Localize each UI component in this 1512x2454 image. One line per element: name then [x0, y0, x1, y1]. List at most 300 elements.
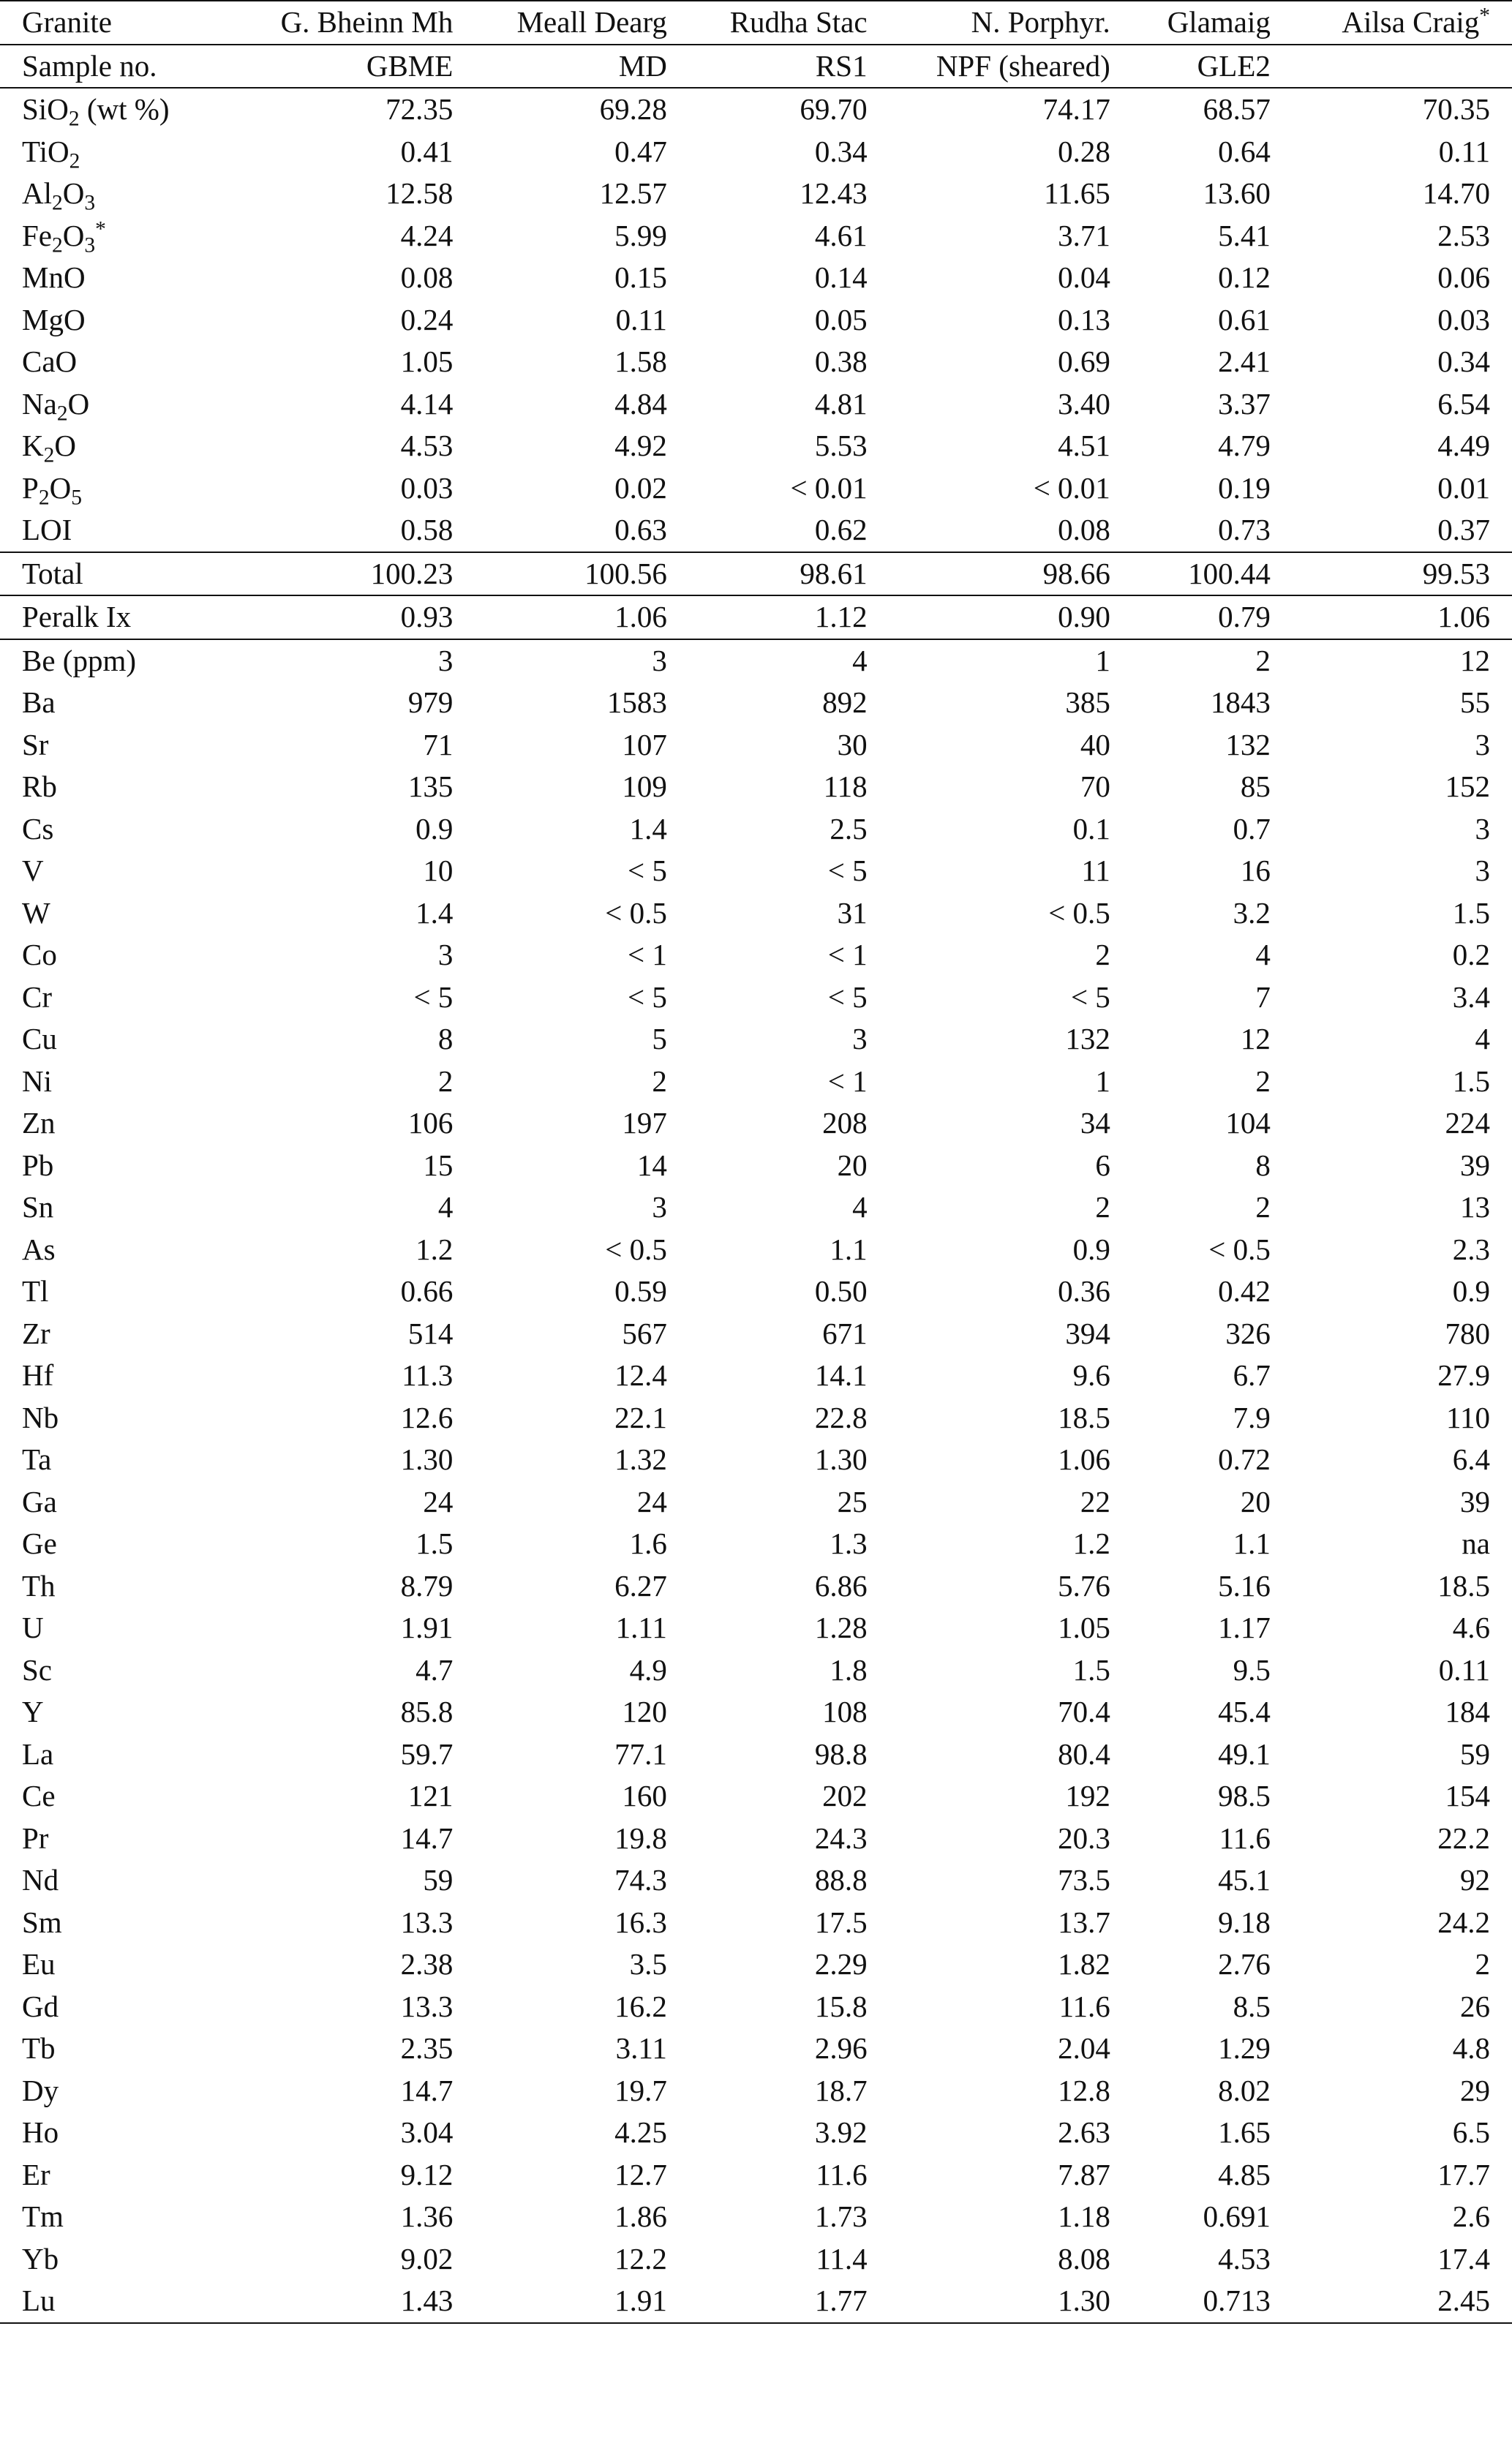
cell-value: 22.1 — [614, 1400, 667, 1434]
cell-value: 0.36 — [1058, 1274, 1110, 1309]
cell-value: 1.6 — [629, 1527, 667, 1561]
cell-value: 29 — [1460, 2073, 1490, 2107]
cell-value: 1.2 — [1072, 1527, 1110, 1561]
cell-value: 152 — [1445, 769, 1490, 804]
cell-value: 0.34 — [814, 134, 868, 168]
table-row — [0, 724, 1512, 767]
row-label: Yb — [22, 2241, 59, 2276]
table-row — [0, 1818, 1512, 1860]
cell-value: 12.2 — [614, 2241, 667, 2276]
cell-value: 11.6 — [1219, 1821, 1271, 1855]
cell-value: 25 — [837, 1484, 868, 1518]
table-row — [0, 173, 1512, 215]
row-label: SiO$_2$ (wt %) — [0, 88, 217, 131]
row-label: U — [22, 1611, 44, 1645]
table-row — [0, 341, 1512, 383]
cell-value: 18.7 — [814, 2073, 868, 2107]
cell-value: 1.43 — [217, 2280, 454, 2323]
cell-value: 892 — [822, 685, 868, 720]
row-label: As — [22, 1232, 56, 1266]
cell-value: 132 — [1065, 1022, 1110, 1056]
cell-value: 4.8 — [1452, 2031, 1490, 2066]
cell-value: 22 — [1080, 1484, 1110, 1518]
cell-value: 11.6 — [1058, 1989, 1110, 2023]
cell-value: 88.8 — [814, 1863, 868, 1897]
cell-value: 59 — [1460, 1736, 1490, 1771]
cell-value: 4.24 — [400, 218, 454, 252]
table-row — [0, 850, 1512, 892]
row-label: Gd — [22, 1989, 59, 2023]
table-row — [0, 88, 1512, 131]
cell-value: 0.03 — [1437, 302, 1490, 336]
cell-value: 11.6 — [816, 2157, 868, 2191]
cell-value: 19.8 — [614, 1821, 667, 1855]
table-row — [0, 383, 1512, 426]
cell-value: 0.90 — [868, 595, 1110, 639]
row-label: Tl — [22, 1274, 49, 1309]
footnote-mark: * — [1479, 4, 1490, 28]
row-label: V — [22, 854, 44, 888]
cell-value: 4.84 — [614, 386, 667, 421]
cell-value: 22.8 — [814, 1400, 868, 1434]
row-label: Eu — [22, 1947, 56, 1981]
cell-value: 7.87 — [1058, 2157, 1110, 2191]
cell-value: 59.7 — [400, 1736, 454, 1771]
header-row — [0, 1, 1512, 45]
cell-value: 1.11 — [615, 1611, 667, 1645]
cell-value: 98.8 — [814, 1736, 868, 1771]
cell-value: 0.713 — [1110, 2280, 1271, 2323]
cell-value: 0.62 — [814, 513, 868, 547]
cell-value: 14 — [636, 1148, 667, 1182]
cell-value: 0.69 — [1058, 345, 1110, 379]
cell-value: 0.64 — [1218, 134, 1271, 168]
row-label: Sm — [22, 1905, 62, 1939]
cell-value: 6.4 — [1452, 1442, 1490, 1477]
table-row — [0, 1481, 1512, 1524]
cell-value: 2.3 — [1452, 1232, 1490, 1266]
cell-value: 12 — [1240, 1022, 1271, 1056]
cell-value: 3.5 — [629, 1947, 667, 1981]
cell-value: 12.6 — [400, 1400, 454, 1434]
cell-value: 80.4 — [1058, 1736, 1110, 1771]
cell-value: 202 — [822, 1779, 868, 1813]
cell-value: 106 — [407, 1106, 454, 1140]
table-row — [0, 1229, 1512, 1271]
header-col: Rudha Stac — [667, 1, 868, 45]
cell-value: 160 — [622, 1779, 667, 1813]
cell-value: 1.65 — [1218, 2115, 1271, 2150]
row-label: Nb — [22, 1400, 59, 1434]
cell-value: 108 — [822, 1695, 868, 1729]
cell-value: 0.1 — [1072, 811, 1110, 846]
table-row — [0, 131, 1512, 173]
cell-value: 1 — [1095, 1064, 1110, 1098]
cell-value: 13 — [1460, 1190, 1490, 1224]
row-label: La — [22, 1736, 54, 1771]
cell-value: 1.1 — [830, 1232, 868, 1266]
cell-value: 208 — [822, 1106, 868, 1140]
cell-value: 1.5 — [1452, 895, 1490, 930]
cell-value: 0.06 — [1437, 260, 1490, 295]
cell-value: 1.36 — [400, 2199, 454, 2234]
cell-value: 72.35 — [217, 88, 454, 131]
cell-value: 14.70 — [1422, 176, 1490, 211]
cell-value: 12.4 — [614, 1358, 667, 1393]
cell-value: 1.58 — [614, 345, 667, 379]
cell-value: 1.30 — [814, 1442, 868, 1477]
cell-value: < 5 — [827, 979, 868, 1014]
table-row — [0, 2196, 1512, 2238]
table-row — [0, 425, 1512, 467]
cell-value: 121 — [407, 1779, 454, 1813]
row-label: Ge — [22, 1527, 57, 1561]
table-row — [0, 1523, 1512, 1565]
table-row — [0, 976, 1512, 1019]
cell-value: 10 — [423, 854, 454, 888]
cell-value: 73.5 — [1058, 1863, 1110, 1897]
cell-value: < 0.01 — [790, 470, 868, 505]
cell-value: < 0.5 — [1208, 1232, 1271, 1266]
table-row — [0, 1943, 1512, 1986]
header-col-ailsa — [1271, 1, 1512, 45]
row-label: MgO — [22, 302, 86, 336]
cell-value: 26 — [1460, 1989, 1490, 2023]
cell-value: 4.7 — [415, 1652, 454, 1687]
row-label: Cu — [22, 1022, 57, 1056]
cell-value: 1.06 — [453, 595, 667, 639]
cell-value: 2.29 — [814, 1947, 868, 1981]
cell-value: 4.14 — [400, 386, 454, 421]
cell-value: 15.8 — [814, 1989, 868, 2023]
cell-value: 13.3 — [400, 1989, 454, 2023]
cell-value: 30 — [837, 727, 868, 761]
table-row — [0, 467, 1512, 510]
cell-value: 2 — [1095, 1190, 1110, 1224]
row-label: Cr — [22, 979, 52, 1014]
cell-value: 2.35 — [400, 2031, 454, 2066]
cell-value: 14.1 — [814, 1358, 868, 1393]
table-row — [0, 2112, 1512, 2154]
table-row — [0, 1691, 1512, 1734]
cell-value: 27.9 — [1437, 1358, 1490, 1393]
cell-value: < 5 — [1070, 979, 1110, 1014]
cell-value: 4.79 — [1218, 429, 1271, 463]
cell-value: 22.2 — [1437, 1821, 1490, 1855]
cell-value: 385 — [1065, 685, 1110, 720]
cell-value: 0.34 — [1437, 345, 1490, 379]
cell-value: 0.9 — [1452, 1274, 1490, 1309]
row-label: Zr — [22, 1316, 50, 1350]
table-row — [0, 299, 1512, 342]
table-row — [0, 1565, 1512, 1608]
cell-value: 4.61 — [814, 218, 868, 252]
cell-value: 9.5 — [1233, 1652, 1271, 1687]
cell-value: 69.70 — [667, 88, 868, 131]
table-row — [0, 2070, 1512, 2112]
cell-value: 4 — [1255, 938, 1271, 972]
table-row — [0, 2238, 1512, 2281]
row-label: Ba — [22, 685, 56, 720]
cell-value: 0.04 — [1058, 260, 1110, 295]
row-label: Cs — [22, 811, 54, 846]
cell-value: 20.3 — [1058, 1821, 1110, 1855]
table-row — [0, 509, 1512, 552]
table-row — [0, 595, 1512, 639]
row-label: TiO$_2$ — [22, 134, 80, 173]
cell-value: 24.3 — [814, 1821, 868, 1855]
cell-value: 1.73 — [814, 2199, 868, 2234]
cell-value: 2 — [1475, 1947, 1490, 1981]
cell-value: 77.1 — [614, 1736, 667, 1771]
cell-value: 0.13 — [1058, 302, 1110, 336]
cell-value: 3.04 — [400, 2115, 454, 2150]
cell-value: 39 — [1460, 1484, 1490, 1518]
table-row — [0, 2154, 1512, 2197]
cell-value: 4.85 — [1218, 2157, 1271, 2191]
cell-value: 107 — [622, 727, 667, 761]
table-row — [0, 1355, 1512, 1397]
cell-value: 3 — [437, 938, 454, 972]
table-row — [0, 934, 1512, 976]
cell-value: 92 — [1460, 1863, 1490, 1897]
cell-value: 45.1 — [1218, 1863, 1271, 1897]
cell-value: 71 — [423, 727, 454, 761]
header-col: Glamaig — [1110, 1, 1271, 45]
row-label: Nd — [22, 1863, 59, 1897]
cell-value: 1.86 — [614, 2199, 667, 2234]
cell-value: 3.37 — [1218, 386, 1271, 421]
row-label: LOI — [22, 513, 72, 547]
table-body — [0, 45, 1512, 2323]
row-label: Y — [22, 1695, 44, 1729]
cell-value: 6.27 — [614, 1568, 667, 1603]
cell-value: 4.53 — [400, 429, 454, 463]
cell-value: 0.691 — [1203, 2199, 1271, 2234]
cell-value: 1.17 — [1218, 1611, 1271, 1645]
cell-value: 13.7 — [1058, 1905, 1110, 1939]
cell-value: 2 — [1095, 938, 1110, 972]
header-col: N. Porphyr. — [868, 1, 1110, 45]
cell-value: 18.5 — [1058, 1400, 1110, 1434]
cell-value: < 1 — [827, 938, 868, 972]
cell-value: 5.41 — [1218, 218, 1271, 252]
header-col: Meall Dearg — [453, 1, 667, 45]
cell-value: 2.45 — [1271, 2280, 1512, 2323]
row-label: Sn — [22, 1190, 54, 1224]
cell-value: 85 — [1240, 769, 1271, 804]
row-label: Sr — [22, 727, 49, 761]
cell-value: 98.5 — [1218, 1779, 1271, 1813]
cell-value: 1.06 — [1058, 1442, 1110, 1477]
cell-value: 11.3 — [402, 1358, 454, 1393]
cell-value: 5.99 — [614, 218, 667, 252]
cell-value: 1583 — [606, 685, 667, 720]
cell-value: 5.53 — [814, 429, 868, 463]
cell-value: < 0.5 — [605, 895, 667, 930]
cell-value: 671 — [822, 1316, 868, 1350]
cell-value: 99.53 — [1271, 552, 1512, 596]
row-label: Ho — [22, 2115, 59, 2150]
cell-value: 74.17 — [868, 88, 1110, 131]
cell-value: 0.47 — [614, 134, 667, 168]
cell-value: 2.6 — [1452, 2199, 1490, 2234]
cell-value: 16 — [1240, 854, 1271, 888]
cell-value: 68.57 — [1110, 88, 1271, 131]
row-label: Total — [0, 552, 217, 596]
cell-value: 4 — [1475, 1022, 1490, 1056]
cell-value: 5 — [652, 1022, 667, 1056]
cell-value: 780 — [1445, 1316, 1490, 1350]
table-row — [0, 1734, 1512, 1776]
table-row — [0, 257, 1512, 299]
row-label: Sample no. — [0, 45, 217, 89]
cell-value: 3 — [1475, 727, 1490, 761]
cell-value: 1.05 — [400, 345, 454, 379]
cell-value: 1.91 — [400, 1611, 454, 1645]
cell-value: 3 — [1475, 854, 1490, 888]
cell-value: 0.11 — [1438, 134, 1490, 168]
cell-value: 17.7 — [1437, 2157, 1490, 2191]
cell-value: 100.56 — [453, 552, 667, 596]
cell-value: 8.5 — [1233, 1989, 1271, 2023]
cell-value: 24 — [423, 1484, 454, 1518]
cell-value: 40 — [1080, 727, 1110, 761]
table-row — [0, 2028, 1512, 2070]
cell-value: 0.19 — [1218, 470, 1271, 505]
cell-value: 4.51 — [1058, 429, 1110, 463]
cell-value: 14.7 — [400, 2073, 454, 2107]
cell-value: < 5 — [413, 979, 454, 1014]
cell-value: 12.58 — [385, 176, 454, 211]
cell-value: 49.1 — [1218, 1736, 1271, 1771]
row-label: Hf — [22, 1358, 54, 1393]
row-label: W — [22, 895, 50, 930]
cell-value: 4 — [437, 1190, 454, 1224]
cell-value: 7 — [1255, 979, 1271, 1014]
cell-value: 3.11 — [615, 2031, 667, 2066]
row-label: Co — [22, 938, 57, 972]
table-row — [0, 1775, 1512, 1818]
cell-value: 394 — [1065, 1316, 1110, 1350]
row-label: $Al_2O_3$ — [22, 176, 96, 215]
table-row — [0, 1018, 1512, 1061]
cell-value: 8.08 — [1058, 2241, 1110, 2276]
cell-value: 104 — [1225, 1106, 1271, 1140]
cell-value: 4.6 — [1452, 1611, 1490, 1645]
cell-value: 24 — [636, 1484, 667, 1518]
header-col: G. Bheinn Mh — [217, 1, 454, 45]
row-label: $K_2O$ — [22, 429, 76, 467]
row-label: Ta — [22, 1442, 52, 1477]
table-row — [0, 1859, 1512, 1902]
cell-value: 70.4 — [1058, 1695, 1110, 1729]
cell-value: 15 — [423, 1148, 454, 1182]
cell-value: 0.15 — [614, 260, 667, 295]
cell-value: 135 — [407, 769, 454, 804]
cell-value: 1.12 — [667, 595, 868, 639]
cell-value: < 5 — [827, 854, 868, 888]
cell-value: 1.8 — [830, 1652, 868, 1687]
cell-value: 1.30 — [868, 2280, 1110, 2323]
cell-value: 0.63 — [614, 513, 667, 547]
table-row — [0, 1102, 1512, 1145]
row-label: Er — [22, 2157, 50, 2191]
cell-value: 14.7 — [400, 1821, 454, 1855]
table-row — [0, 215, 1512, 257]
cell-value: na — [1462, 1527, 1490, 1561]
table-row — [0, 1061, 1512, 1103]
cell-value: 0.41 — [400, 134, 454, 168]
cell-value: < 5 — [628, 979, 667, 1014]
row-label: Tb — [22, 2031, 56, 2066]
cell-value: 1.5 — [1452, 1064, 1490, 1098]
cell-value: 3.92 — [814, 2115, 868, 2150]
row-label: Pb — [22, 1148, 54, 1182]
cell-value: 192 — [1065, 1779, 1110, 1813]
table-row — [0, 45, 1512, 89]
table-row — [0, 1439, 1512, 1481]
cell-value: 118 — [823, 769, 868, 804]
cell-value: 12 — [1271, 639, 1512, 682]
table-row — [0, 552, 1512, 596]
cell-value: 12.57 — [599, 176, 667, 211]
cell-value — [1271, 45, 1512, 89]
cell-value: < 0.5 — [605, 1232, 667, 1266]
row-label: Rb — [22, 769, 57, 804]
cell-value: 197 — [622, 1106, 667, 1140]
cell-value: 3 — [217, 639, 454, 682]
cell-value: 0.50 — [814, 1274, 868, 1309]
cell-value: 1.30 — [400, 1442, 454, 1477]
cell-value: 1.91 — [453, 2280, 667, 2323]
cell-value: 3 — [453, 639, 667, 682]
cell-value: 2 — [1255, 1064, 1271, 1098]
cell-value: 1.77 — [667, 2280, 868, 2323]
cell-value: 5.16 — [1218, 1568, 1271, 1603]
header-col-ailsa-label: Ailsa Craig — [1342, 5, 1480, 39]
cell-value: 3 — [652, 1190, 667, 1224]
cell-value: 18.5 — [1437, 1568, 1490, 1603]
cell-value: 0.11 — [1438, 1652, 1490, 1687]
cell-value: 184 — [1445, 1695, 1490, 1729]
cell-value: 0.79 — [1110, 595, 1271, 639]
cell-value: 2 — [1255, 1190, 1271, 1224]
cell-value: 24.2 — [1437, 1905, 1490, 1939]
cell-value: 1.29 — [1218, 2031, 1271, 2066]
cell-value: 69.28 — [453, 88, 667, 131]
cell-value: 3 — [852, 1022, 868, 1056]
cell-value: 2.5 — [830, 811, 868, 846]
cell-value: 9.02 — [400, 2241, 454, 2276]
cell-value: 8 — [437, 1022, 454, 1056]
cell-value: 12.43 — [800, 176, 868, 211]
cell-value: 0.37 — [1437, 513, 1490, 547]
cell-value: < 5 — [628, 854, 667, 888]
cell-value: 120 — [622, 1695, 667, 1729]
cell-value: 98.66 — [868, 552, 1110, 596]
cell-value: 2.38 — [400, 1947, 454, 1981]
table-row — [0, 766, 1512, 808]
row-label: Pr — [22, 1821, 49, 1855]
row-label: Tm — [22, 2199, 64, 2234]
row-label: Sc — [22, 1652, 52, 1687]
table-row — [0, 1649, 1512, 1692]
row-label: Be (ppm) — [0, 639, 217, 682]
table-row — [0, 1313, 1512, 1355]
cell-value: < 1 — [628, 938, 667, 972]
cell-value: 4.9 — [629, 1652, 667, 1687]
